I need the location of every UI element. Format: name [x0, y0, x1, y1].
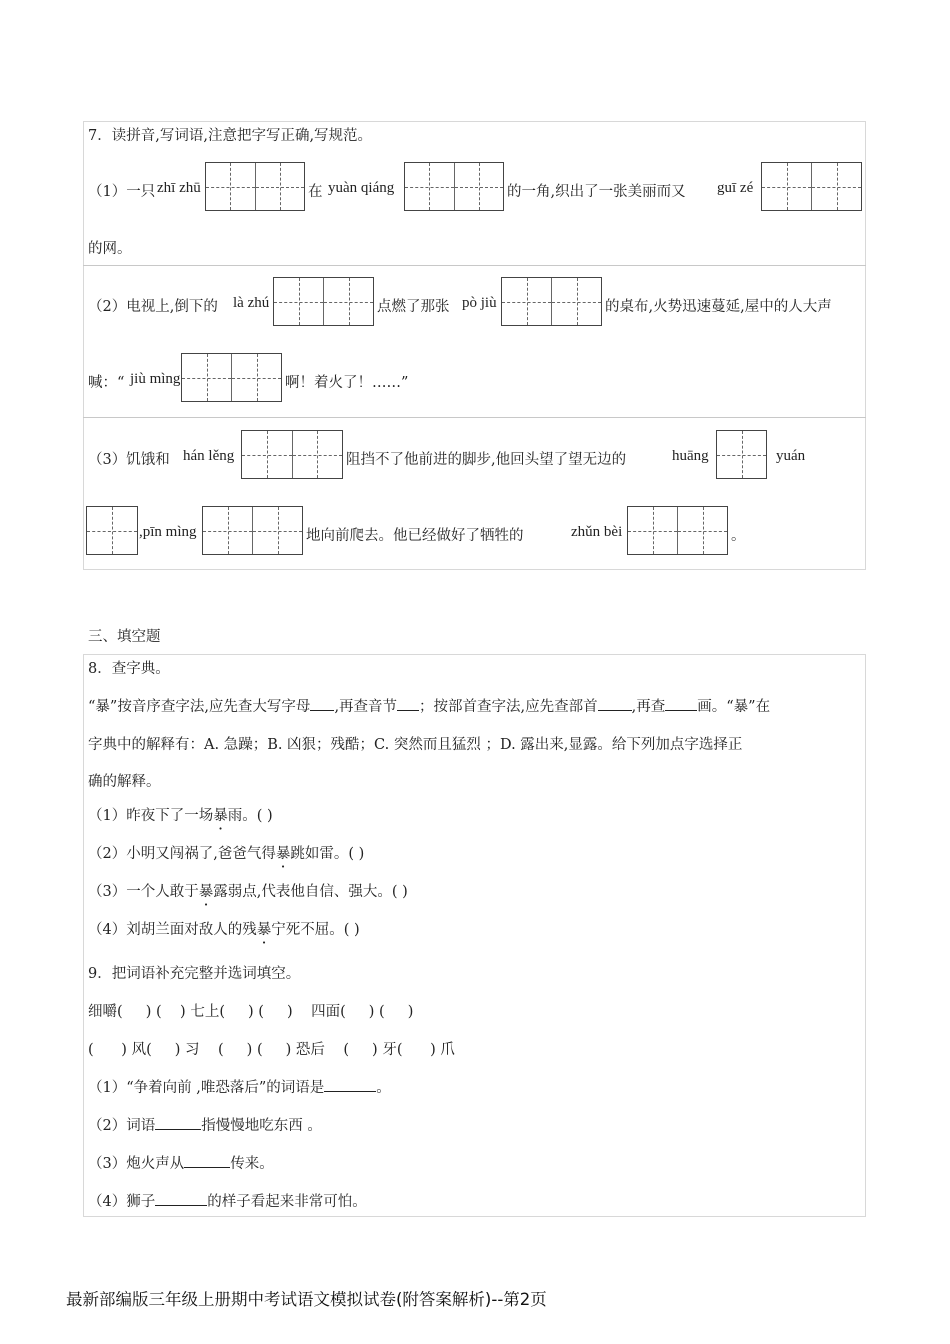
writing-grid[interactable]: [716, 430, 767, 479]
q9-item-3: （3）炮火声从 传来。: [88, 1152, 274, 1173]
answer-blank[interactable]: [397, 696, 419, 711]
q7-p3-text2: 阻挡不了他前进的脚步,他回头望了望无边的: [346, 452, 627, 468]
q9-item-2: （2）词语 指慢慢地吃东西 。: [88, 1114, 322, 1135]
q7-p1-text3: 的一角,织出了一张美丽而又: [507, 184, 686, 200]
q7-p3-pinyin5: zhǔn bèi: [571, 524, 623, 540]
q7-p2-pinyin2: pò jiù: [462, 295, 497, 311]
q7-p2-pinyin3: jiù mìng: [130, 371, 181, 387]
q7-p3-pinyin1: hán lěng: [183, 448, 235, 464]
answer-blank[interactable]: [598, 696, 632, 711]
q9-row2: ( ) 风( ) 习 ( ) ( ) 恐后 ( ) 牙( ) 爪: [88, 1042, 455, 1058]
divider: [83, 265, 866, 266]
q9-item-4: （4）狮子 的样子看起来非常可怕。: [88, 1190, 367, 1211]
dotted-char: 暴: [256, 922, 272, 938]
q7-p3-text1: （3）饥饿和: [88, 452, 170, 468]
q7-p3-text3: 地向前爬去。他已经做好了牺牲的: [306, 528, 524, 544]
q7-p2-text1: （2）电视上,倒下的: [88, 299, 218, 315]
q8-item-1: （1）昨夜下了一场暴雨。( ): [88, 808, 273, 824]
answer-blank[interactable]: [155, 1191, 207, 1206]
q7-p2-text5: 啊！着火了！……”: [285, 375, 409, 391]
q8-line2: 字典中的解释有：A. 急躁；B. 凶狠；残酷；C. 突然而且猛烈 ；D. 露出来,显露。给下列加点字选择正: [88, 737, 743, 753]
q7-p1-text1: （1）一只: [88, 184, 156, 200]
answer-blank[interactable]: [155, 1115, 201, 1130]
q8-title: 8．查字典。: [88, 661, 170, 677]
writing-grid[interactable]: [761, 162, 862, 211]
dotted-char: 暴: [275, 846, 291, 862]
writing-grid[interactable]: [202, 506, 303, 555]
q7-p3-pinyin3: yuán: [776, 448, 806, 464]
answer-blank[interactable]: [665, 696, 697, 711]
q7-p1-pinyin2: yuàn qiáng: [328, 180, 395, 196]
q8-item-4: （4）刘胡兰面对敌人的残暴宁死不屈。( ): [88, 922, 360, 938]
writing-grid[interactable]: [627, 506, 728, 555]
q8-item-3: （3）一个人敢于暴露弱点,代表他自信、强大。( ): [88, 884, 408, 900]
q7-title: 7．读拼音,写词语,注意把字写正确,写规范。: [88, 128, 373, 144]
q7-p2-pinyin1: là zhú: [233, 295, 270, 311]
writing-grid[interactable]: [241, 430, 343, 479]
q7-p1-pinyin1: zhī zhū: [157, 180, 201, 196]
section-title: 三、填空题: [88, 629, 161, 645]
writing-grid[interactable]: [501, 277, 602, 326]
q8-line3: 确的解释。: [88, 774, 161, 790]
writing-grid[interactable]: [404, 162, 504, 211]
q9-row1: 细嚼( ) ( ) 七上( ) ( ) 四面( ) ( ): [88, 1004, 414, 1020]
writing-grid[interactable]: [273, 277, 374, 326]
q9-title: 9．把词语补充完整并选词填空。: [88, 966, 301, 982]
q7-p1-pinyin3: guī zé: [717, 180, 754, 196]
answer-blank[interactable]: [184, 1153, 230, 1168]
answer-blank[interactable]: [310, 696, 334, 711]
q7-p3-pinyin2: huāng: [672, 448, 709, 464]
q9-item-1: （1）“争着向前 ,唯恐落后”的词语是 。: [88, 1076, 391, 1097]
q7-p3-pinyin4: ,pīn mìng: [139, 524, 197, 540]
dotted-char: 暴: [213, 808, 228, 824]
writing-grid[interactable]: [86, 506, 138, 555]
q7-p1-text4: 的网。: [88, 241, 132, 257]
q7-p1-text2: 在: [308, 184, 323, 200]
q7-p2-text4: 喊：“: [88, 375, 125, 391]
q8-item-2: （2）小明又闯祸了,爸爸气得暴跳如雷。( ): [88, 846, 365, 862]
q8-line1: “暴”按音序查字法,应先查大写字母 ,再查音节 ；按部首查字法,应先查部首 ,再查 画。“暴”在: [88, 695, 770, 716]
dotted-char: 暴: [198, 884, 214, 900]
q7-p2-text2: 点燃了那张: [377, 299, 450, 315]
divider: [83, 417, 866, 418]
answer-blank[interactable]: [324, 1077, 376, 1092]
writing-grid[interactable]: [181, 353, 282, 402]
q7-p3-text4: 。: [731, 528, 746, 544]
page-footer: 最新部编版三年级上册期中考试语文模拟试卷(附答案解析)--第2页: [66, 1290, 547, 1309]
q7-p2-text3: 的桌布,火势迅速蔓延,屋中的人大声: [605, 299, 832, 315]
writing-grid[interactable]: [205, 162, 305, 211]
